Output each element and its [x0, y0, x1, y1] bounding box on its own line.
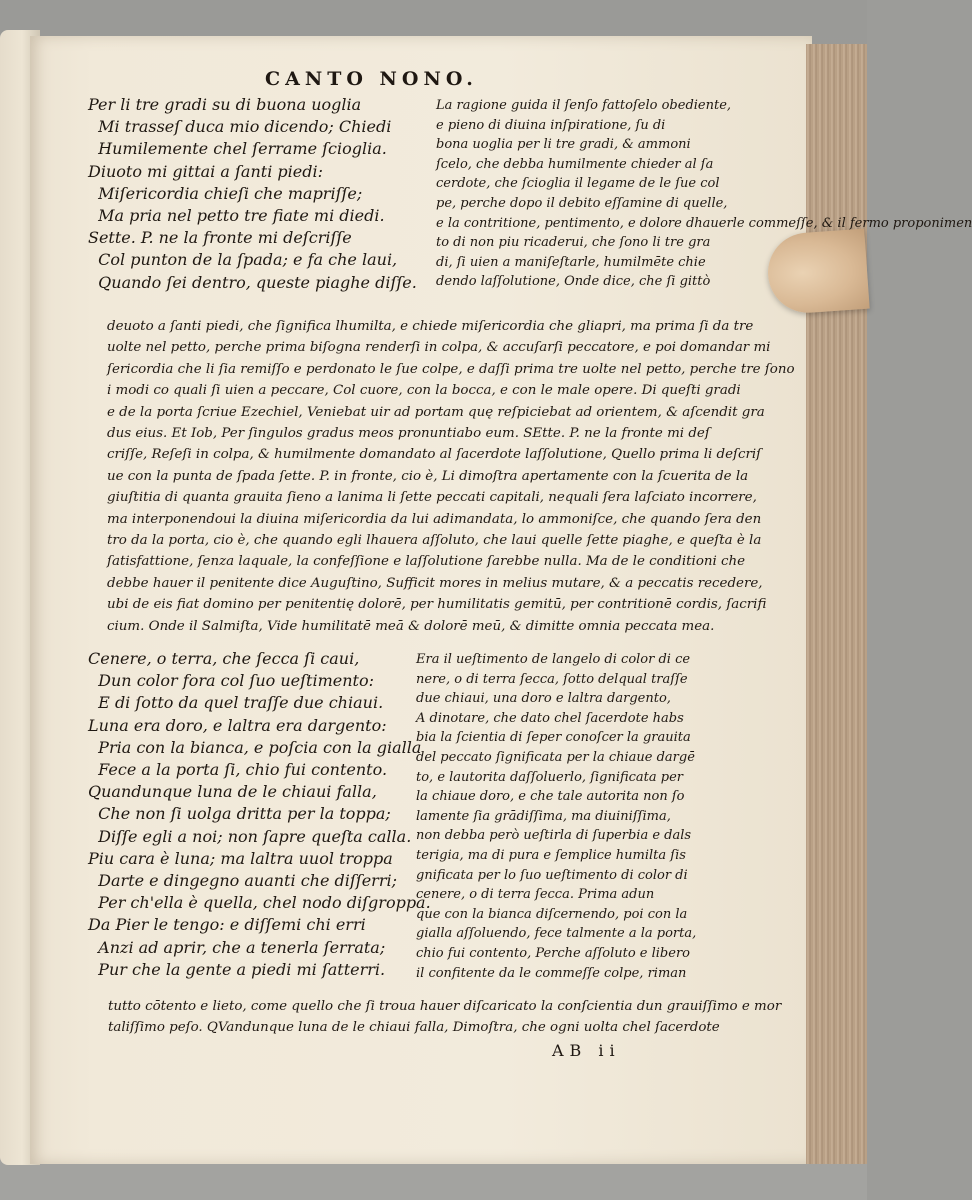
text-line: Quandunque luna de le chiaui falla, — [88, 782, 377, 802]
signature-mark: AB ii — [552, 1041, 621, 1060]
text-line: Col punton de la ſpada; e fa che laui, — [88, 250, 398, 270]
text-line: debbe hauer il penitente dice Auguſtino, Sufficit mores in melius mutare, & a peccatis recedere, — [107, 575, 763, 591]
text-line: cerdote, che ſcioglia il legame de le ſue col — [436, 176, 720, 192]
text-line: due chiaui, una doro e laltra dargento, — [416, 691, 671, 707]
text-line: Cenere, o terra, che ſecca ſi caui, — [88, 649, 360, 668]
text-line: Diuoto mi gittai a ſanti piedi: — [88, 161, 323, 181]
text-line: Per li tre gradi su di buona uoglia — [88, 95, 362, 114]
text-line: A dinotare, che dato chel ſacerdote habs — [416, 710, 684, 726]
text-line: dendo laſſolutione, Onde dice, che ſi gittò — [436, 274, 711, 290]
text-line: non debba però ueſtirla di ſuperbia e dals — [416, 828, 692, 844]
text-line: terigia, ma di pura e ſemplice humilta ſis — [416, 847, 686, 863]
text-line: e la contritione, pentimento, e dolore dhauerle commeſſe, & il fermo proponimen — [436, 215, 972, 231]
running-head: CANTO NONO. — [265, 68, 478, 90]
text-line: Che non ſi uolga dritta per la toppa; — [88, 804, 391, 824]
text-line: e pieno di diuina inſpiratione, ſu di — [436, 117, 666, 133]
text-line: gnificata per lo ſuo ueſtimento di color di — [416, 867, 688, 883]
text-line: i modi co quali ſi uien a peccare, Col cuore, con la bocca, e con le male opere. Di queſti gradi — [107, 383, 741, 399]
gloss-block-bottom — [416, 650, 696, 983]
text-line: gialla aſſoluendo, fece talmente a la porta, — [416, 926, 697, 942]
text-line: Piu cara è luna; ma laltra uuol troppa — [88, 848, 393, 868]
text-line: Ma pria nel petto tre fiate mi diedi. — [88, 206, 385, 226]
text-line: que con la bianca diſcernendo, poi con la — [416, 906, 688, 922]
verse-block-top — [88, 94, 417, 294]
text-line: La ragione guida il ſenſo fattoſelo obediente, — [436, 98, 732, 113]
text-line: bia la ſcientia di ſeper conoſcer la grauita — [416, 730, 691, 746]
text-line: Humilemente chel ſerrame ſcioglia. — [88, 139, 387, 159]
text-line: ubi de eis fiat domino per penitentię dolorē, per humilitatis gemitū, per contritionē cordis, ſacrifi — [107, 597, 767, 613]
text-line: giuſtitia di quanta grauita ſieno a lanima li ſette peccati capitali, nequali ſera laſciato incorrere, — [107, 490, 757, 506]
text-line: Dun color fora col ſuo ueſtimento: — [88, 671, 374, 691]
text-line: Luna era doro, e laltra era dargento: — [88, 715, 387, 735]
text-line: Da Pier le tengo: e diſſemi chi erri — [88, 915, 366, 935]
text-line: uolte nel petto, perche prima biſogna renderſi in colpa, & accuſarſi peccatore, e poi domandar mi — [107, 340, 771, 356]
text-line: ma interponendoui la diuina miſericordia da lui adimandata, lo ammoniſce, che quando ſera den — [107, 511, 762, 527]
text-line: Fece a la porta ſi, chio fui contento. — [88, 760, 388, 780]
text-line: ſericordia che li ſia remiſſo e perdonato le ſue colpe, e daſſi prima tre uolte nel petto, perche tre ſono — [107, 361, 795, 377]
text-line: Quando ſei dentro, queste piaghe diſſe. — [88, 272, 417, 292]
commentary-block-top — [107, 316, 795, 637]
text-line: taliſſimo peſo. QVandunque luna de le chiaui falla, Dimoſtra, che ogni uolta chel ſacerdote — [108, 1020, 720, 1036]
text-line: Miſericordia chieſi che mapriſſe; — [88, 183, 363, 203]
text-line: del peccato ſignificata per la chiaue dargē — [416, 749, 695, 765]
text-line: ue con la punta de ſpada ſette. P. in fronte, cio è, Li dimoſtra apertamente con la ſcuerita de la — [107, 468, 749, 484]
text-line: nere, o di terra ſecca, ſotto delqual traſſe — [416, 671, 688, 687]
text-line: cium. Onde il Salmiſta, Vide humilitatē meā & dolorē meū, & dimitte omnia peccata mea. — [107, 618, 715, 634]
text-line: la chiaue doro, e che tale autorita non ſo — [416, 789, 685, 805]
gloss-block-top — [436, 96, 972, 292]
text-line: lamente ſia grādiſſima, ma diuiniſſima, — [416, 808, 671, 824]
text-line: di, ſi uien a maniſeſtarle, humilmēte chie — [436, 254, 706, 270]
text-line: bona uoglia per li tre gradi, & ammoni — [436, 137, 691, 153]
text-line: to, e lautorita daſſoluerlo, ſignificata per — [416, 769, 684, 785]
text-line: tro da la porta, cio è, che quando egli lhauera aſſoluto, che laui quelle ſette piaghe, e queſta è la — [107, 533, 762, 549]
text-line: ſcelo, che debba humilmente chieder al ſa — [436, 156, 714, 172]
text-line: Pria con la bianca, e poſcia con la gialla — [88, 737, 422, 757]
verse-block-bottom — [88, 648, 431, 981]
text-line: pe, perche dopo il debito eſſamine di quelle, — [436, 195, 728, 211]
text-line: e de la porta ſcriue Ezechiel, Veniebat uir ad portam quę reſpiciebat ad orientem, & aſcendit gra — [107, 404, 765, 420]
text-line: Diſſe egli a noi; non ſapre queſta calla. — [88, 826, 412, 846]
text-line: chio fui contento, Perche aſſoluto e libero — [416, 945, 690, 961]
text-line: Per ch'ella è quella, chel nodo diſgroppa. — [88, 893, 431, 913]
text-line: cenere, o di terra ſecca. Prima adun — [416, 887, 655, 903]
text-line: deuoto a ſanti piedi, che ſignifica lhumilta, e chiede miſericordia che gliapri, ma prima ſi da tre — [107, 319, 754, 334]
text-line: Darte e dingegno auanti che diſſerri; — [88, 871, 397, 891]
text-line: to di non piu ricaderui, che ſono li tre gra — [436, 235, 711, 251]
text-line: Mi trasseſ duca mio dicendo; Chiedi — [88, 117, 392, 137]
text-line: il confitente da le commeſſe colpe, riman — [416, 965, 687, 981]
text-line: Pur che la gente a piedi mi ſatterri. — [88, 959, 386, 979]
text-line: dus eius. Et Iob, Per ſingulos gradus meos pronuntiabo eum. SEtte. P. ne la fronte mi deſ — [107, 426, 710, 442]
text-line: Sette. P. ne la fronte mi deſcriſſe — [88, 228, 352, 248]
commentary-block-bottom — [108, 996, 781, 1039]
text-line: criſſe, Reſeſi in colpa, & humilmente domandato al ſacerdote laſſolutione, Quello prima li deſcriſ — [107, 447, 762, 463]
text-line: Era il ueſtimento de langelo di color di ce — [416, 652, 691, 667]
text-line: tutto cōtento e lieto, come quello che ſi troua hauer diſcaricato la conſcientia dun grauiſſimo e mor — [108, 999, 782, 1014]
text-line: ſatisfattione, ſenza laquale, la confeſſione e laſſolutione ſarebbe nulla. Ma de le conditioni che — [107, 554, 746, 570]
text-line: Anzi ad aprir, che a tenerla ſerrata; — [88, 937, 386, 957]
text-line: E di ſotto da quel traſſe due chiaui. — [88, 693, 384, 713]
